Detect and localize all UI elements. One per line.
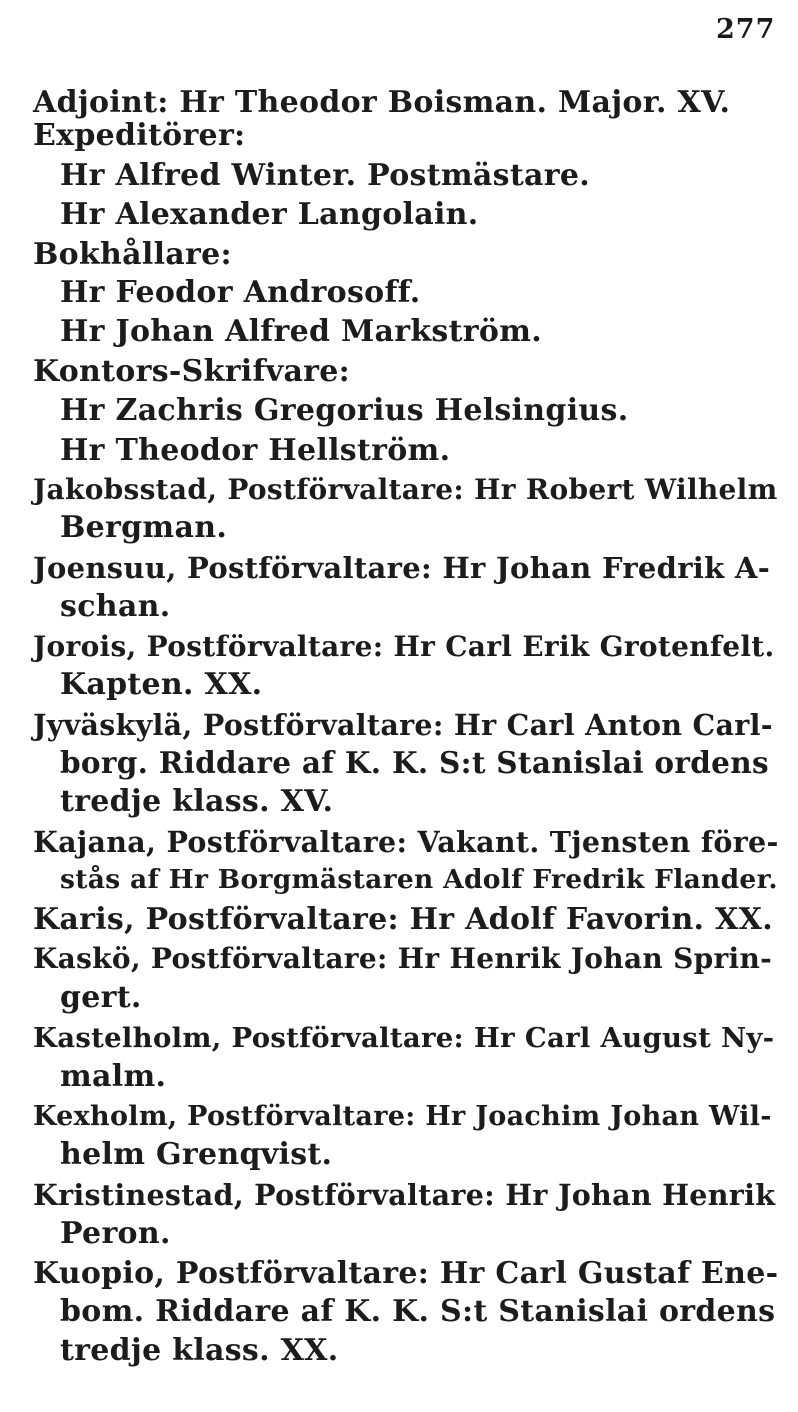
text-line: Jorois, Postförvaltare: Hr Carl Erik Grotenfelt. [33, 630, 775, 663]
text-line: Bokhållare: [33, 237, 232, 272]
text-line: Hr Johan Alfred Markström. [60, 314, 542, 349]
text-line: Hr Alfred Winter. Postmästare. [60, 158, 590, 193]
text-line: Hr Alexander Langolain. [60, 197, 479, 232]
text-line: Hr Feodor Androsoff. [60, 275, 421, 310]
text-line: gert. [60, 980, 142, 1015]
text-line: schan. [60, 589, 171, 624]
page-number: 277 [716, 14, 776, 45]
text-line: helm Grenqvist. [60, 1137, 333, 1172]
text-line: Expeditörer: [33, 118, 246, 153]
text-line: Kristinestad, Postförvaltare: Hr Johan Henrik [33, 1178, 776, 1212]
text-line: Adjoint: Hr Theodor Boisman. Major. XV. [33, 85, 731, 120]
text-line: Hr Zachris Gregorius Helsingius. [60, 393, 629, 428]
text-line: malm. [60, 1059, 167, 1094]
text-line: Jakobsstad, Postförvaltare: Hr Robert Wilhelm [33, 473, 778, 506]
text-line: tredje klass. XX. [60, 1333, 339, 1368]
text-line: Kexholm, Postförvaltare: Hr Joachim Johan Wil- [33, 1101, 772, 1132]
text-line: Joensuu, Postförvaltare: Hr Johan Fredrik A- [33, 551, 771, 585]
text-line: Kuopio, Postförvaltare: Hr Carl Gustaf Ene- [33, 1256, 779, 1291]
text-line: bom. Riddare af K. K. S:t Stanislai ordens [60, 1294, 776, 1329]
text-line: Karis, Postförvaltare: Hr Adolf Favorin. XX. [33, 902, 773, 937]
text-line: borg. Riddare af K. K. S:t Stanislai ordens [60, 745, 769, 780]
text-line: Kontors-Skrifvare: [33, 354, 351, 389]
text-line: Kaskö, Postförvaltare: Hr Henrik Johan Sprin- [33, 942, 773, 975]
text-line: Jyväskylä, Postförvaltare: Hr Carl Anton Carl- [33, 708, 773, 742]
text-line: Kajana, Postförvaltare: Vakant. Tjensten före- [33, 825, 779, 859]
text-line: stås af Hr Borgmästaren Adolf Fredrik Flander. [60, 864, 778, 895]
text-line: Hr Theodor Hellström. [60, 433, 451, 468]
text-line: Peron. [60, 1216, 171, 1251]
text-line: tredje klass. XV. [60, 784, 334, 819]
text-line: Kapten. XX. [60, 667, 263, 702]
text-line: Kastelholm, Postförvaltare: Hr Carl August Ny- [33, 1022, 775, 1054]
text-line: Bergman. [60, 510, 228, 545]
